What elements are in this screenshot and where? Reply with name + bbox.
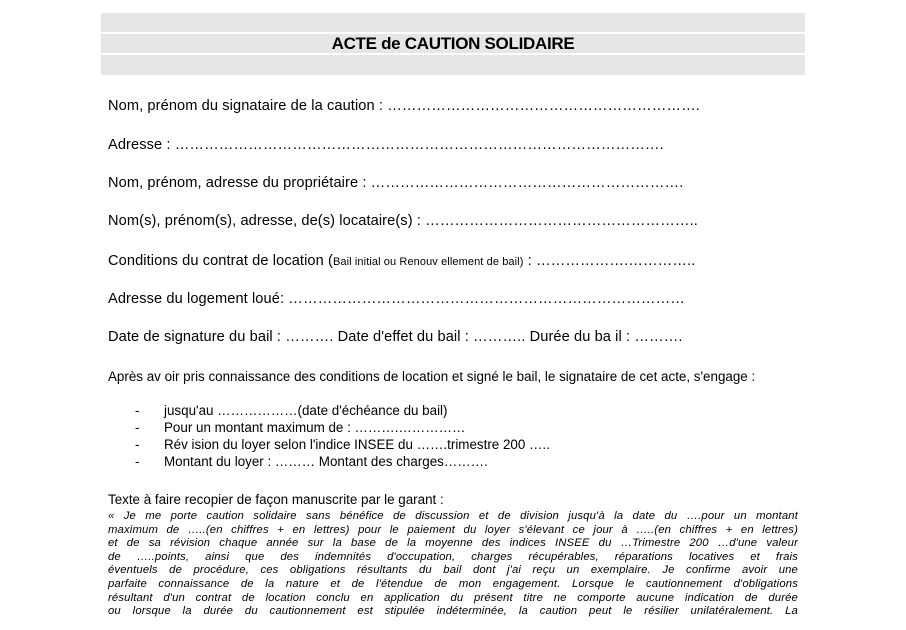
document-title: ACTE de CAUTION SOLIDAIRE xyxy=(331,34,575,53)
list-item xyxy=(135,453,550,470)
quote-line: « Je me porte caution solidaire sans bénéfice de discussion et de division jusqu'à la date du ….pour un montant xyxy=(108,510,798,522)
list-item xyxy=(135,419,550,436)
quote-line: et de sa révision chaque année sur la base de la moyenne des indices INSEE du …Trimestre 200 …d'une valeur xyxy=(108,537,798,550)
manuscript-label: Texte à faire recopier de façon manuscrite par le garant : xyxy=(108,492,444,507)
conditions-label: Conditions du contrat de location ( xyxy=(108,253,333,269)
field-conditions xyxy=(108,253,808,269)
list-dash: - xyxy=(135,454,140,469)
field-adresse: Adresse : ………………………………………………………………………………………. xyxy=(108,137,664,153)
quote-line: de …..points, ainsi que des indemnités d'occupation, charges récupérables, réparations locatives et frais xyxy=(108,550,798,563)
list-dash: - xyxy=(135,420,140,435)
quote-line: maximum de …..(en chiffres + en lettres) pour le paiement du loyer s'élevant ce jour à …..(en chiffres + en lettres) xyxy=(108,523,798,536)
title-band xyxy=(101,13,805,75)
manuscript-quote xyxy=(108,510,798,619)
field-signataire: Nom, prénom du signataire de la caution : ………………………………………………………. xyxy=(108,98,700,114)
conditions-small: Bail initial ou Renouv ellement de bail) xyxy=(332,256,524,268)
conditions-dots: : ……………….………….. xyxy=(523,253,696,269)
quote-line: parfaite connaissance de la nature et de l'étendue de mon engagement. Lorsque le cautionnement d'obligations xyxy=(108,577,798,590)
field-locataires: Nom(s), prénom(s), adresse, de(s) locataire(s) : ……………………………………………….. xyxy=(108,213,698,229)
title-stripe-top xyxy=(101,13,805,32)
field-dates-bail: Date de signature du bail : ………. Date d'effet du bail : ……….. Durée du ba il : ………. xyxy=(108,329,683,345)
engagement-intro: Après av oir pris connaissance des conditions de location et signé le bail, le signataire de cet acte, s'engage : xyxy=(108,369,756,384)
quote-line: ou lorsque la durée du cautionnement est stipulée indéterminée, la caution peut le résilier unilatéralement. La xyxy=(108,605,798,618)
list-item-text: Pour un montant maximum de : ……….…………… xyxy=(164,420,466,435)
engagement-list xyxy=(135,402,550,470)
title-stripe-bottom xyxy=(101,55,805,75)
list-item-text: Montant du loyer : ……… Montant des charges………. xyxy=(164,454,488,469)
list-dash: - xyxy=(135,437,140,452)
field-proprietaire: Nom, prénom, adresse du propriétaire : ………………………………………………………. xyxy=(108,175,684,191)
list-item-text: Rév ision du loyer selon l'indice INSEE du …….trimestre 200 ….. xyxy=(164,437,550,452)
quote-line: résultant d'un contrat de location conclu en application du présent titre ne comporte aucune indication de durée xyxy=(108,591,798,604)
list-item-text: jusqu'au ………………(date d'échéance du bail) xyxy=(164,403,448,418)
quote-line: éventuels de procédure, ces obligations résultants du bail dont j'ai reçu un exemplaire. Je confirme avoir une xyxy=(108,564,798,577)
field-adresse-logement: Adresse du logement loué: ……………………………………………………………………… xyxy=(108,291,685,307)
list-item xyxy=(135,402,550,419)
list-item xyxy=(135,436,550,453)
list-dash: - xyxy=(135,403,140,418)
